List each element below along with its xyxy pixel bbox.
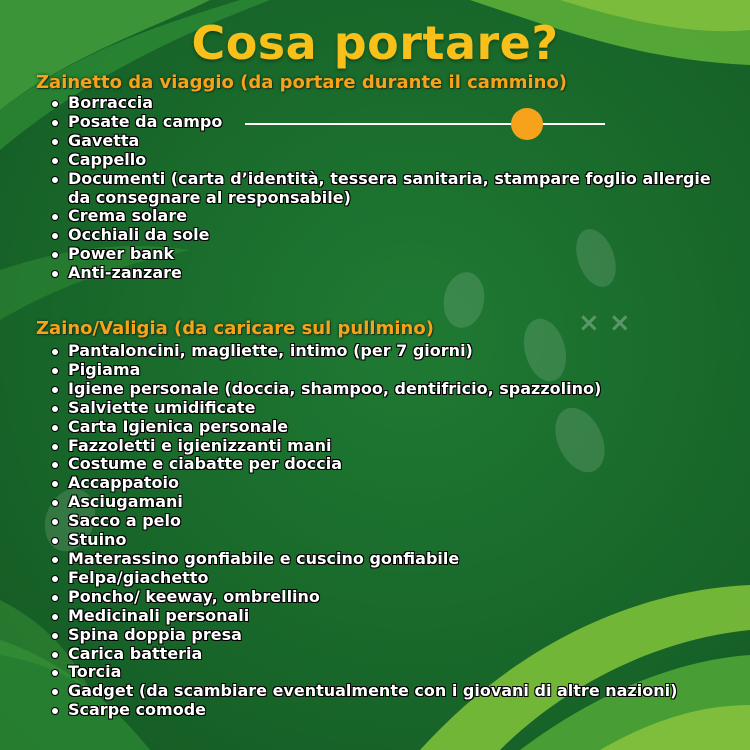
bullet-icon (52, 633, 58, 639)
bullet-icon (52, 101, 58, 107)
bullet-icon (52, 158, 58, 164)
bullet-icon (52, 462, 58, 468)
bullet-icon (52, 557, 58, 563)
list-item: Documenti (carta d’identità, tessera sanitaria, stampare foglio allergie da consegnare al responsabile) (50, 170, 730, 208)
list-item: Poncho/ keeway, ombrellino (50, 588, 730, 607)
bullet-icon (52, 595, 58, 601)
list-item: Fazzoletti e igienizzanti mani (50, 437, 730, 456)
bullet-icon (52, 708, 58, 714)
bullet-icon (52, 271, 58, 277)
x-marks-icon: × × (578, 308, 631, 338)
bullet-icon (52, 252, 58, 258)
list-item: Crema solare (50, 207, 730, 226)
bullet-icon (52, 614, 58, 620)
list-item: Scarpe comode (50, 701, 730, 720)
bullet-icon (52, 387, 58, 393)
bullet-icon (52, 444, 58, 450)
bullet-icon (52, 368, 58, 374)
bullet-icon (52, 689, 58, 695)
list-item: Accappatoio (50, 474, 730, 493)
page-title: Cosa portare? (191, 16, 559, 70)
bullet-icon (52, 670, 58, 676)
bullet-icon (52, 425, 58, 431)
luggage-list (50, 342, 730, 720)
bullet-icon (52, 233, 58, 239)
bullet-icon (52, 177, 58, 183)
bullet-icon (52, 120, 58, 126)
bullet-icon (52, 481, 58, 487)
list-item: Asciugamani (50, 493, 730, 512)
list-item: Gavetta (50, 132, 730, 151)
bullet-icon (52, 519, 58, 525)
list-item: Medicinali personali (50, 607, 730, 626)
list-item: Costume e ciabatte per doccia (50, 455, 730, 474)
bullet-icon (52, 500, 58, 506)
list-item: Occhiali da sole (50, 226, 730, 245)
list-item: Torcia (50, 663, 730, 682)
list-item: Pantaloncini, magliette, intimo (per 7 giorni) (50, 342, 730, 361)
list-item: Salviette umidificate (50, 399, 730, 418)
bullet-icon (52, 349, 58, 355)
bullet-icon (52, 538, 58, 544)
bullet-icon (52, 214, 58, 220)
bullet-icon (52, 652, 58, 658)
section-heading-daypack: Zainetto da viaggio (da portare durante il cammino) (36, 72, 568, 93)
bullet-icon (52, 576, 58, 582)
daypack-list (50, 94, 730, 283)
list-item: Carica batteria (50, 645, 730, 664)
list-item: Materassino gonfiabile e cuscino gonfiabile (50, 550, 730, 569)
section-heading-luggage: Zaino/Valigia (da caricare sul pullmino) (36, 318, 434, 339)
list-item: Pigiama (50, 361, 730, 380)
list-item: Sacco a pelo (50, 512, 730, 531)
list-item: Igiene personale (doccia, shampoo, dentifricio, spazzolino) (50, 380, 730, 399)
list-item: Felpa/giachetto (50, 569, 730, 588)
list-item: Posate da campo (50, 113, 730, 132)
bullet-icon (52, 139, 58, 145)
list-item: Stuino (50, 531, 730, 550)
list-item: Borraccia (50, 94, 730, 113)
list-item: Cappello (50, 151, 730, 170)
bullet-icon (52, 406, 58, 412)
list-item: Power bank (50, 245, 730, 264)
list-item: Carta Igienica personale (50, 418, 730, 437)
list-item: Spina doppia presa (50, 626, 730, 645)
list-item: Anti-zanzare (50, 264, 730, 283)
list-item: Gadget (da scambiare eventualmente con i giovani di altre nazioni) (50, 682, 730, 701)
